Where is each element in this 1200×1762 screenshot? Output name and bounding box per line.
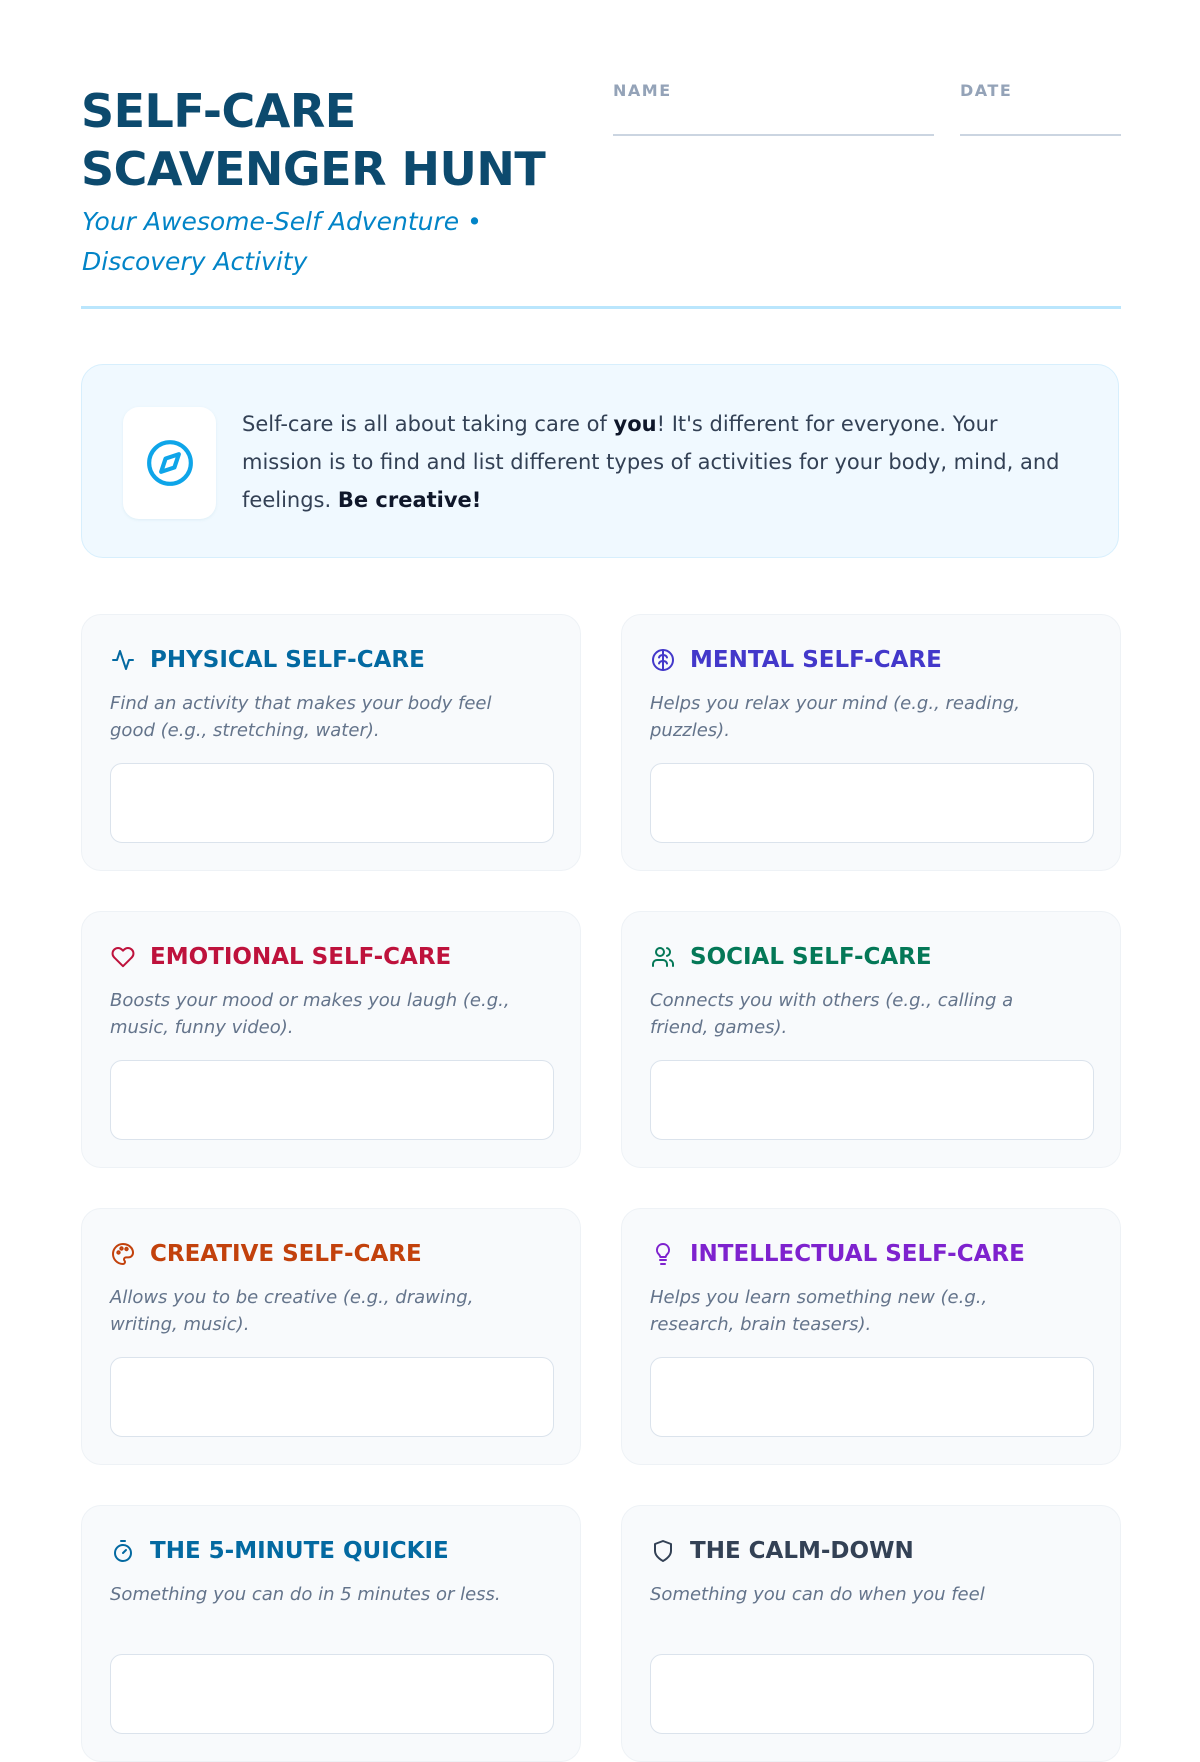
card-header <box>650 1239 1025 1269</box>
card-description: Helps you learn something new (e.g., research, brain teasers). <box>650 1287 988 1335</box>
physical-answer-box[interactable] <box>110 763 554 843</box>
intro-text-emphasis: Be creative! <box>337 488 482 512</box>
card-description: Allows you to be creative (e.g., drawing, writing, music). <box>110 1287 474 1335</box>
date-field[interactable] <box>960 78 1121 136</box>
card-header <box>110 645 425 675</box>
card-title: THE CALM-DOWN <box>690 1538 914 1564</box>
calm-down-answer-box[interactable] <box>650 1654 1094 1734</box>
card-title: EMOTIONAL SELF-CARE <box>150 944 452 970</box>
card-mental-self-care <box>621 614 1121 871</box>
page-title: SELF-CARE SCAVENGER HUNT <box>81 84 546 196</box>
compass-icon <box>145 438 195 488</box>
mental-answer-box[interactable] <box>650 763 1094 843</box>
name-label: NAME <box>613 81 672 100</box>
card-title: PHYSICAL SELF-CARE <box>150 647 425 673</box>
intellectual-answer-box[interactable] <box>650 1357 1094 1437</box>
social-answer-box[interactable] <box>650 1060 1094 1140</box>
card-creative-self-care <box>81 1208 581 1465</box>
header-divider <box>81 306 1121 309</box>
intro-text-emphasis: you <box>613 412 657 436</box>
card-title: THE 5-MINUTE QUICKIE <box>150 1538 449 1564</box>
card-header <box>650 1536 914 1566</box>
card-emotional-self-care <box>81 911 581 1168</box>
emotional-answer-box[interactable] <box>110 1060 554 1140</box>
heartbeat-icon <box>110 647 136 673</box>
card-title: MENTAL SELF-CARE <box>690 647 942 673</box>
card-header <box>650 942 932 972</box>
brain-icon <box>650 647 676 673</box>
users-icon <box>650 944 676 970</box>
intro-text-part: ! It's different for everyone. Your mission is to find and list different types of activities for your body, mind, and feelings. <box>242 412 1060 512</box>
card-header <box>110 942 451 972</box>
intro-text <box>242 405 1062 519</box>
card-physical-self-care <box>81 614 581 871</box>
heart-icon <box>110 944 136 970</box>
card-header <box>110 1536 449 1566</box>
card-title: SOCIAL SELF-CARE <box>690 944 932 970</box>
creative-answer-box[interactable] <box>110 1357 554 1437</box>
card-description: Something you can do in 5 minutes or less. <box>110 1584 501 1605</box>
card-5-minute-quickie <box>81 1505 581 1762</box>
intro-icon-box <box>123 407 216 519</box>
card-calm-down <box>621 1505 1121 1762</box>
card-description: Find an activity that makes your body feel good (e.g., stretching, water). <box>110 693 492 741</box>
quickie-answer-box[interactable] <box>110 1654 554 1734</box>
card-description: Helps you relax your mind (e.g., reading, puzzles). <box>650 693 1020 741</box>
worksheet-header <box>81 78 1121 308</box>
worksheet-page <box>81 0 1121 1605</box>
shield-icon <box>650 1538 676 1564</box>
name-field[interactable] <box>613 78 934 136</box>
card-header <box>650 645 942 675</box>
card-social-self-care <box>621 911 1121 1168</box>
card-title: INTELLECTUAL SELF-CARE <box>690 1241 1025 1267</box>
page-subtitle: Your Awesome-Self Adventure • Discovery Activity <box>82 207 482 276</box>
timer-icon <box>110 1538 136 1564</box>
card-intellectual-self-care <box>621 1208 1121 1465</box>
card-header <box>110 1239 422 1269</box>
palette-icon <box>110 1241 136 1267</box>
card-description: Connects you with others (e.g., calling a friend, games). <box>650 990 1014 1038</box>
card-description: Boosts your mood or makes you laugh (e.g., music, funny video). <box>110 990 510 1038</box>
date-line[interactable] <box>960 134 1121 136</box>
card-description: Something you can do when you feel <box>650 1584 985 1605</box>
lightbulb-icon <box>650 1241 676 1267</box>
intro-text-part: Self-care is all about taking care of <box>242 412 614 436</box>
card-title: CREATIVE SELF-CARE <box>150 1241 422 1267</box>
intro-callout <box>81 364 1119 558</box>
name-line[interactable] <box>613 134 934 136</box>
date-label: DATE <box>960 81 1013 100</box>
